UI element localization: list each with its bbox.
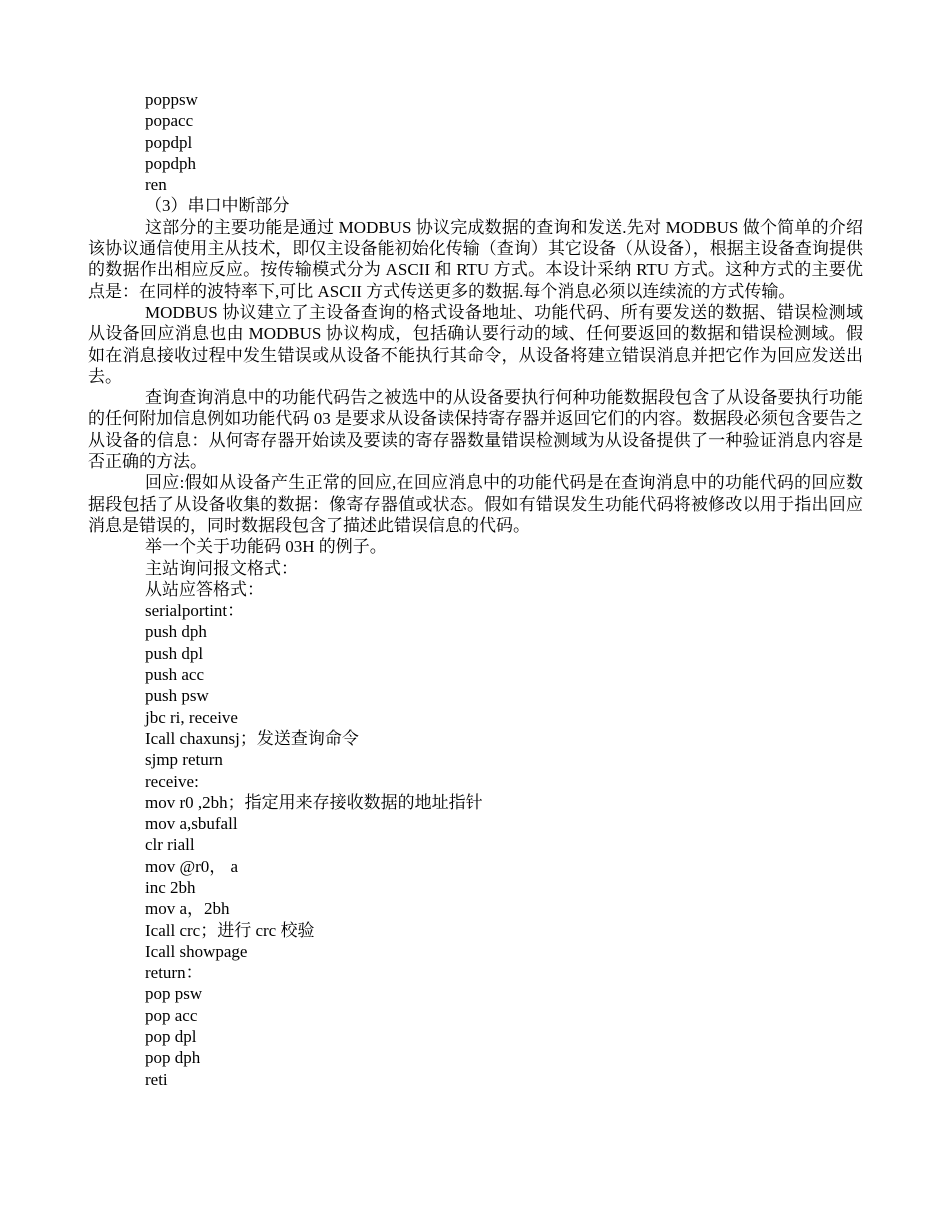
document-body <box>88 89 863 1090</box>
paragraph-modbus-intro: 这部分的主要功能是通过 MODBUS 协议完成数据的查询和发送.先对 MODBUS 做个简单的介绍该协议通信使用主从技术，即仅主设备能初始化传输（查询）其它设备（从设备），根据主设备查询提供的数据作出相应反应。按传输模式分为 ASCII 和 RTU 方式。本设计采纳 RTU 方式。这种方式的主要优点是：在同样的波特率下,可比 ASCII 方式传送更多的数据.每个消息必须以连续流的方式传输。 <box>88 217 863 301</box>
paragraph-modbus-query-format: MODBUS 协议建立了主设备查询的格式设备地址、功能代码、所有要发送的数据、错误检测域从设备回应消息也由 MODBUS 协议构成，包括确认要行动的域、任何要返回的数据和错误检测域。假如在消息接收过程中发生错误或从设备不能执行其命令，从设备将建立错误消息并把它作为回应发送出去。 <box>88 302 863 386</box>
code-line: Icall crc；进行 crc 校验 <box>145 920 315 940</box>
code-line: mov a,sbufall <box>145 814 238 834</box>
code-line: pop dpl <box>145 1027 197 1047</box>
code-line: popdpl <box>145 132 193 152</box>
code-line: popdph <box>145 153 196 173</box>
code-line: mov r0 ,2bh；指定用来存接收数据的地址指针 <box>145 792 483 812</box>
code-line: Icall chaxunsj；发送查询命令 <box>145 728 359 748</box>
code-line: reti <box>145 1069 168 1089</box>
code-line: sjmp return <box>145 750 223 770</box>
code-line: clr riall <box>145 835 195 855</box>
code-line: inc 2bh <box>145 877 196 897</box>
code-line: serialportint： <box>145 601 245 621</box>
code-line: push psw <box>145 686 209 706</box>
code-line: push acc <box>145 665 205 685</box>
code-line: pop psw <box>145 984 203 1004</box>
paragraph-response: 回应:假如从设备产生正常的回应,在回应消息中的功能代码是在查询消息中的功能代码的回应数据段包括了从设备收集的数据：像寄存器值或状态。假如有错误发生功能代码将被修改以用于指出回应消息是错误的，同时数据段包含了描述此错误信息的代码。 <box>88 473 863 535</box>
code-line: return： <box>145 963 203 983</box>
paragraph-query: 查询查询消息中的功能代码告之被选中的从设备要执行何种功能数据段包含了从设备要执行功能的任何附加信息例如功能代码 03 是要求从设备读保持寄存器并返回它们的内容。数据段必须包含要告之从设备的信息：从何寄存器开始读及要读的寄存器数量错误检测域为从设备提供了一种验证消息内容是否正确的方法。 <box>88 388 863 472</box>
code-line: mov @r0， a <box>145 856 239 876</box>
code-line: push dph <box>145 622 207 642</box>
code-line: mov a，2bh <box>145 899 230 919</box>
section-heading: （3）串口中断部分 <box>145 196 290 216</box>
example-line: 举一个关于功能码 03H 的例子。 <box>145 537 387 557</box>
code-line: jbc ri, receive <box>145 707 238 727</box>
example-line: 从站应答格式： <box>145 579 264 599</box>
code-line: receive: <box>145 771 199 791</box>
code-line: popacc <box>145 111 194 131</box>
code-line: pop dph <box>145 1048 201 1068</box>
code-line: pop acc <box>145 1005 198 1025</box>
code-line: poppsw <box>145 90 198 109</box>
code-line: push dpl <box>145 643 204 663</box>
example-line: 主站询问报文格式： <box>145 558 298 578</box>
code-line: Icall showpage <box>145 941 248 961</box>
code-line: ren <box>145 175 167 195</box>
